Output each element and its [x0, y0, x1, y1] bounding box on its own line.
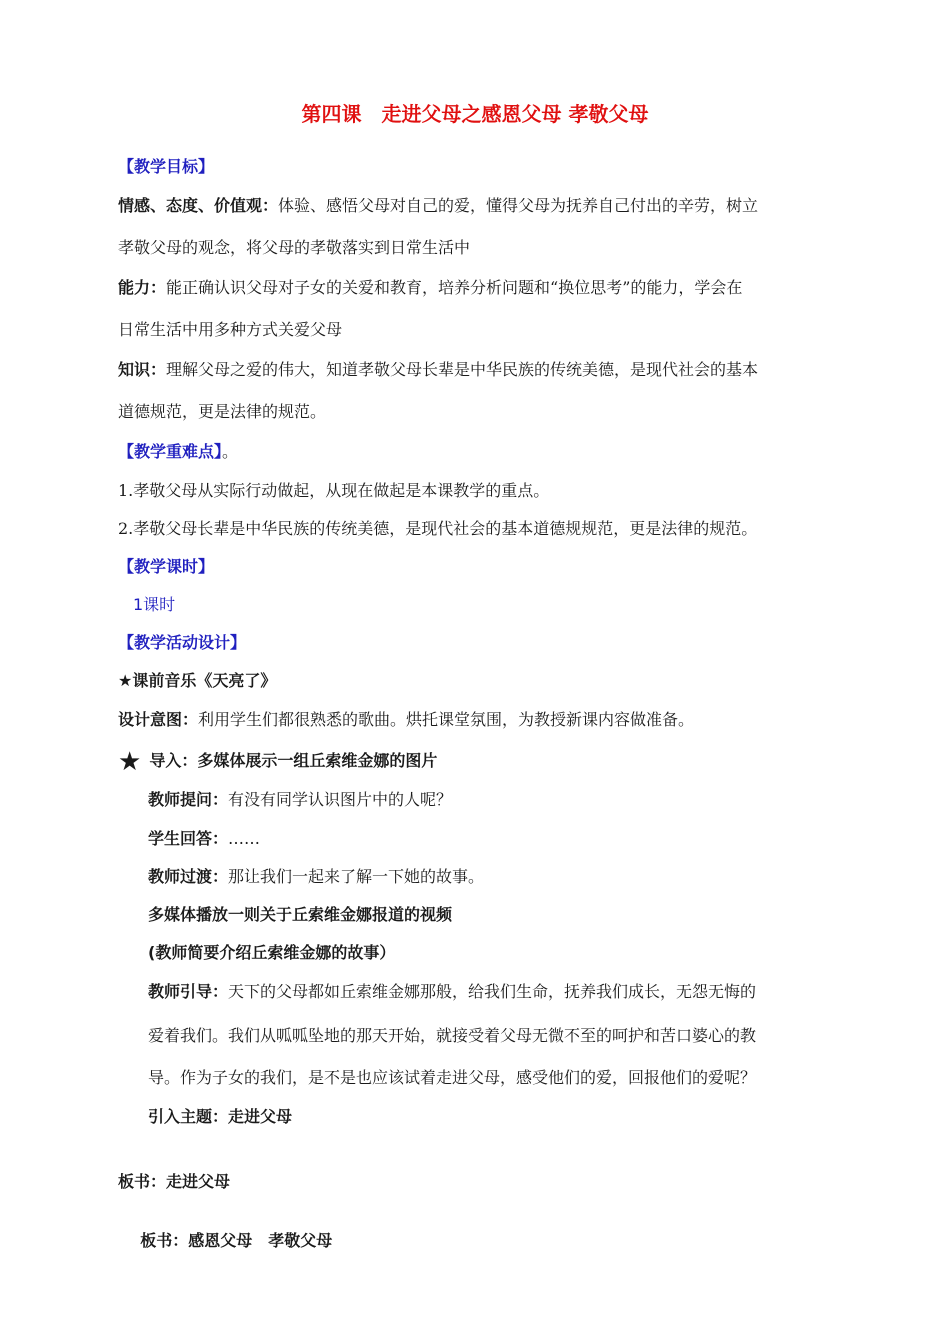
design-intent-text: 利用学生们都很熟悉的歌曲。烘托课堂氛围，为教授新课内容做准备。: [198, 710, 695, 729]
pre-class-music-title: 课前音乐《天亮了》: [132, 671, 277, 690]
star-icon: ★: [118, 747, 142, 777]
emotion-label: 情感、态度、价值观：: [118, 196, 279, 215]
board-text-1: 走进父母: [166, 1172, 231, 1191]
design-intent-label: 设计意图：: [118, 710, 199, 729]
introduction-title: 导入：多媒体展示一组丘索维金娜的图片: [149, 751, 438, 770]
knowledge-text-1: 理解父母之爱的伟大，知道孝敬父母长辈是中华民族的传统美德，是现代社会的基本: [166, 360, 759, 379]
student-answer-text: ……: [228, 829, 261, 848]
hours-value: 1课时: [133, 595, 176, 614]
star-icon: ★: [118, 671, 133, 690]
board-label-2: 板书：: [140, 1231, 189, 1250]
emotion-objective-line-1: [118, 196, 758, 216]
ability-objective-line-1: [118, 278, 742, 298]
knowledge-text-2: 道德规范，更是法律的规范。: [118, 402, 327, 421]
objectives-heading: 【教学目标】: [118, 157, 215, 176]
teacher-question-line: [148, 790, 452, 810]
design-intent-line: [118, 710, 694, 730]
board-text-2: 感恩父母 孝敬父母: [188, 1231, 333, 1250]
teacher-transition-text: 那让我们一起来了解一下她的故事。: [228, 867, 485, 886]
teacher-guide-line-1: [148, 982, 756, 1002]
student-answer-line: [148, 829, 260, 849]
ability-label: 能力：: [118, 278, 167, 297]
activity-heading: 【教学活动设计】: [118, 633, 247, 652]
pre-class-music-line: [118, 671, 276, 691]
theme-label: 引入主题：: [148, 1107, 229, 1126]
ability-text-2: 日常生活中用多种方式关爱父母: [118, 320, 343, 339]
student-answer-label: 学生回答：: [148, 829, 229, 848]
knowledge-objective-line-1: [118, 360, 758, 380]
page-title: 第四课 走进父母之感恩父母 孝敬父母: [301, 102, 649, 126]
board-label-1: 板书：: [118, 1172, 167, 1191]
hours-heading: 【教学课时】: [118, 557, 215, 576]
media-play-line: 多媒体播放一则关于丘索维金娜报道的视频: [148, 905, 453, 924]
theme-line: [148, 1107, 292, 1127]
teacher-guide-label: 教师引导：: [148, 982, 229, 1001]
teacher-guide-text-1: 天下的父母都如丘索维金娜那般，给我们生命，抚养我们成长，无怨无悔的: [228, 982, 757, 1001]
key-points-heading-line: [118, 442, 238, 462]
board-writing-line-1: [118, 1172, 230, 1192]
teacher-guide-text-2: 爱着我们。我们从呱呱坠地的那天开始，就接受着父母无微不至的呵护和苦口婆心的教: [148, 1026, 757, 1045]
board-writing-line-2: [118, 1211, 332, 1271]
key-point-item-1: 1.孝敬父母从实际行动做起，从现在做起是本课教学的重点。: [118, 481, 550, 500]
introduction-line: [118, 749, 437, 775]
knowledge-label: 知识：: [118, 360, 167, 379]
teacher-question-label: 教师提问：: [148, 790, 229, 809]
key-points-heading-suffix: 。: [222, 442, 239, 461]
teacher-question-text: 有没有同学认识图片中的人呢？: [228, 790, 453, 809]
teacher-brief-line: (教师简要介绍丘索维金娜的故事）: [148, 943, 396, 962]
teacher-guide-text-3: 导。作为子女的我们，是不是也应该试着走进父母，感受他们的爱，回报他们的爱呢？: [148, 1068, 757, 1087]
key-points-heading: 【教学重难点】: [118, 442, 223, 461]
emotion-text-1: 体验、感悟父母对自己的爱，懂得父母为抚养自己付出的辛劳，树立: [278, 196, 759, 215]
theme-text: 走进父母: [228, 1107, 293, 1126]
key-point-item-2: 2.孝敬父母长辈是中华民族的传统美德，是现代社会的基本道德规规范，更是法律的规范。: [118, 519, 758, 538]
teacher-transition-line: [148, 867, 484, 887]
ability-text-1: 能正确认识父母对子女的关爱和教育，培养分析问题和“换位思考”的能力，学会在: [166, 278, 743, 297]
teacher-transition-label: 教师过渡：: [148, 867, 229, 886]
emotion-text-2: 孝敬父母的观念，将父母的孝敬落实到日常生活中: [118, 238, 471, 257]
